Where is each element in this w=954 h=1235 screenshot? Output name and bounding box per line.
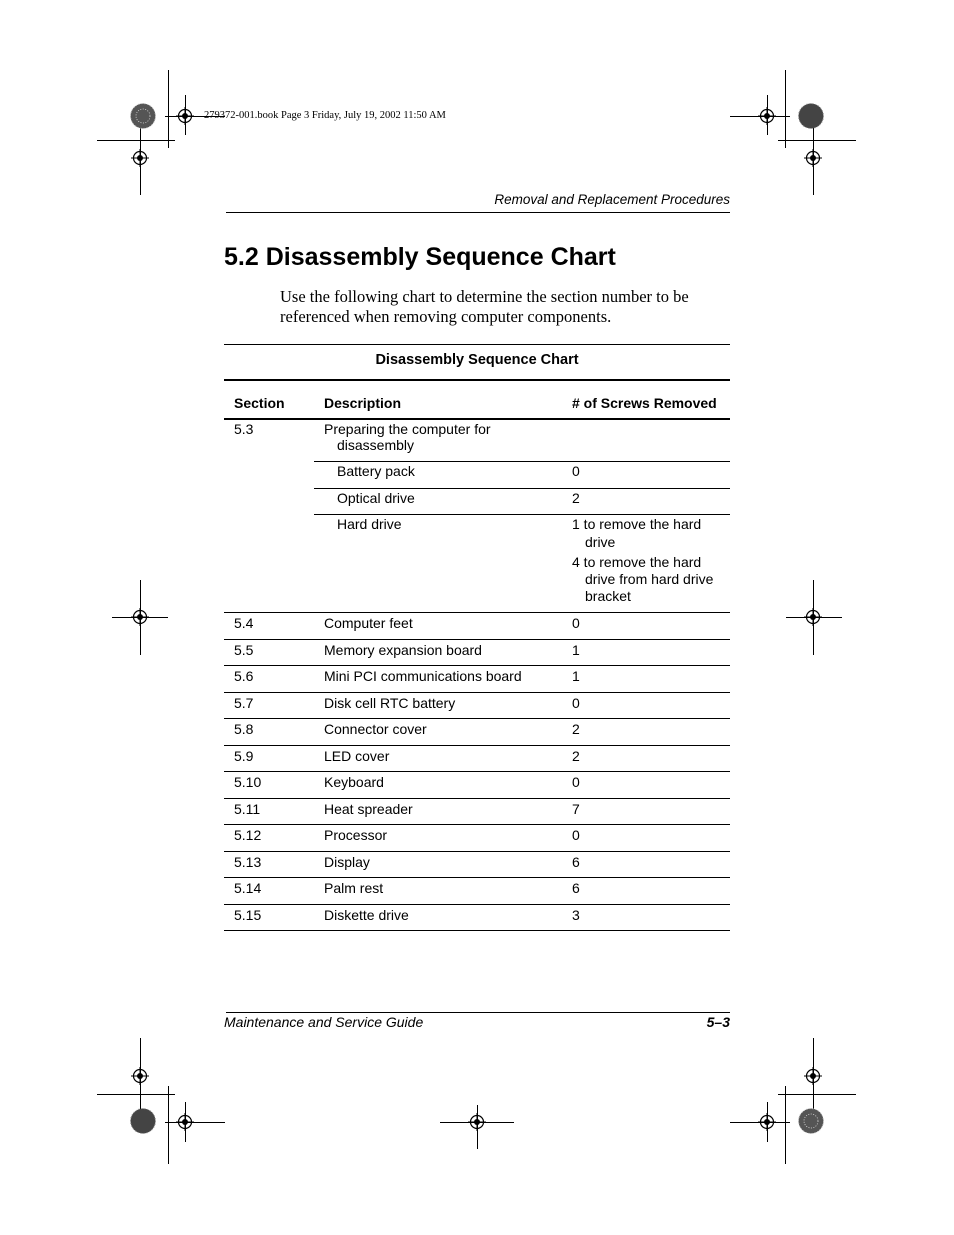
row-section: 5.10 (234, 774, 262, 790)
registration-target-icon (131, 1067, 149, 1085)
row-description: Computer feet (324, 615, 413, 631)
row-description: Memory expansion board (324, 642, 482, 658)
crop-mark (97, 140, 175, 141)
row-section: 5.12 (234, 827, 262, 843)
row-screws: 0 (572, 827, 580, 843)
crop-mark (785, 70, 786, 148)
row-section: 5.7 (234, 695, 254, 711)
registration-target-icon (131, 149, 149, 167)
running-head: Removal and Replacement Procedures (494, 192, 730, 207)
row-rule (224, 692, 730, 693)
row-description: Disk cell RTC battery (324, 695, 456, 711)
subrow-description: Battery pack (337, 463, 415, 479)
row-section: 5.8 (234, 721, 254, 737)
row-description: Mini PCI communications board (324, 668, 522, 684)
subrow-rule (314, 514, 730, 515)
row-section: 5.13 (234, 854, 262, 870)
intro-paragraph: Use the following chart to determine the section number to be referenced when removing computer components. (280, 287, 689, 326)
row-screws: 0 (572, 774, 580, 790)
row-rule (224, 665, 730, 666)
table-bottom-rule (224, 930, 730, 931)
column-header-screws: # of Screws Removed (572, 395, 717, 411)
row-description: Keyboard (324, 774, 384, 790)
registration-target-icon (758, 1113, 776, 1131)
row-rule (224, 771, 730, 772)
group-description-line: Preparing the computer for (324, 421, 491, 437)
row-rule (224, 851, 730, 852)
starburst-disc-icon (130, 1108, 156, 1134)
crop-mark (165, 1122, 225, 1123)
crop-mark (778, 1094, 856, 1095)
row-description: Palm rest (324, 880, 384, 896)
row-rule (224, 877, 730, 878)
row-rule (224, 798, 730, 799)
group-description-line: disassembly (337, 437, 415, 453)
row-section: 5.15 (234, 907, 262, 923)
registration-target-icon (804, 608, 822, 626)
row-screws: 7 (572, 801, 580, 817)
row-section: 5.11 (234, 801, 261, 817)
table-top-rule (224, 344, 730, 345)
row-rule (224, 824, 730, 825)
registration-target-icon (804, 1067, 822, 1085)
row-screws: 3 (572, 907, 580, 923)
book-stamp: 279372-001.book Page 3 Friday, July 19, 2002 11:50 AM (204, 110, 446, 121)
row-description: Heat spreader (324, 801, 413, 817)
subrow-rule (314, 488, 730, 489)
crop-mark (785, 1086, 786, 1164)
row-screws: 1 (572, 642, 580, 658)
column-header-section: Section (234, 395, 285, 411)
row-screws: 6 (572, 880, 580, 896)
subrow-description: Optical drive (337, 490, 415, 506)
row-section: 5.9 (234, 748, 254, 764)
section-title: 5.2 Disassembly Sequence Chart (224, 243, 616, 271)
row-section: 5.6 (234, 668, 254, 684)
registration-target-icon (176, 1113, 194, 1131)
crop-mark (778, 140, 856, 141)
registration-target-icon (468, 1113, 486, 1131)
header-bottom-rule (224, 418, 730, 420)
table-title: Disassembly Sequence Chart (375, 352, 579, 368)
subrow-screws: 0 (572, 463, 580, 479)
row-section: 5.4 (234, 615, 254, 631)
starburst-disc-icon (798, 103, 824, 129)
row-rule (224, 745, 730, 746)
footer-title: Maintenance and Service Guide (224, 1014, 424, 1030)
subrow-screws-line: 1 to remove the hard (572, 516, 702, 532)
starburst-disc-icon (130, 103, 156, 129)
row-rule (224, 612, 730, 613)
row-description: Diskette drive (324, 907, 409, 923)
subrow-screws-line: 4 to remove the hard (572, 554, 702, 570)
row-description: Connector cover (324, 721, 427, 737)
row-screws: 6 (572, 854, 580, 870)
row-screws: 0 (572, 615, 580, 631)
subrow-screws-line: drive from hard drive (585, 571, 714, 587)
row-section: 5.14 (234, 880, 262, 896)
registration-target-icon (758, 107, 776, 125)
row-description: Display (324, 854, 370, 870)
starburst-disc-icon (798, 1108, 824, 1134)
column-header-description: Description (324, 395, 402, 411)
row-rule (224, 639, 730, 640)
subrow-screws-line: drive (585, 534, 616, 550)
row-description: LED cover (324, 748, 390, 764)
row-screws: 2 (572, 721, 580, 737)
row-screws: 1 (572, 668, 580, 684)
subrow-description: Hard drive (337, 516, 402, 532)
crop-mark (97, 1094, 175, 1095)
subrow-screws-line: bracket (585, 588, 631, 604)
header-rule (226, 212, 730, 213)
registration-target-icon (131, 608, 149, 626)
registration-target-icon (176, 107, 194, 125)
row-description: Processor (324, 827, 388, 843)
group-section: 5.3 (234, 421, 254, 437)
table-title-rule (224, 379, 730, 381)
registration-target-icon (804, 149, 822, 167)
page-number: 5–3 (706, 1014, 730, 1030)
crop-mark (168, 1086, 169, 1164)
row-screws: 2 (572, 748, 580, 764)
subrow-screws: 2 (572, 490, 580, 506)
footer-rule (226, 1012, 730, 1013)
subrow-rule (314, 461, 730, 462)
row-rule (224, 904, 730, 905)
row-section: 5.5 (234, 642, 254, 658)
row-screws: 0 (572, 695, 580, 711)
row-rule (224, 718, 730, 719)
crop-mark (168, 70, 169, 148)
